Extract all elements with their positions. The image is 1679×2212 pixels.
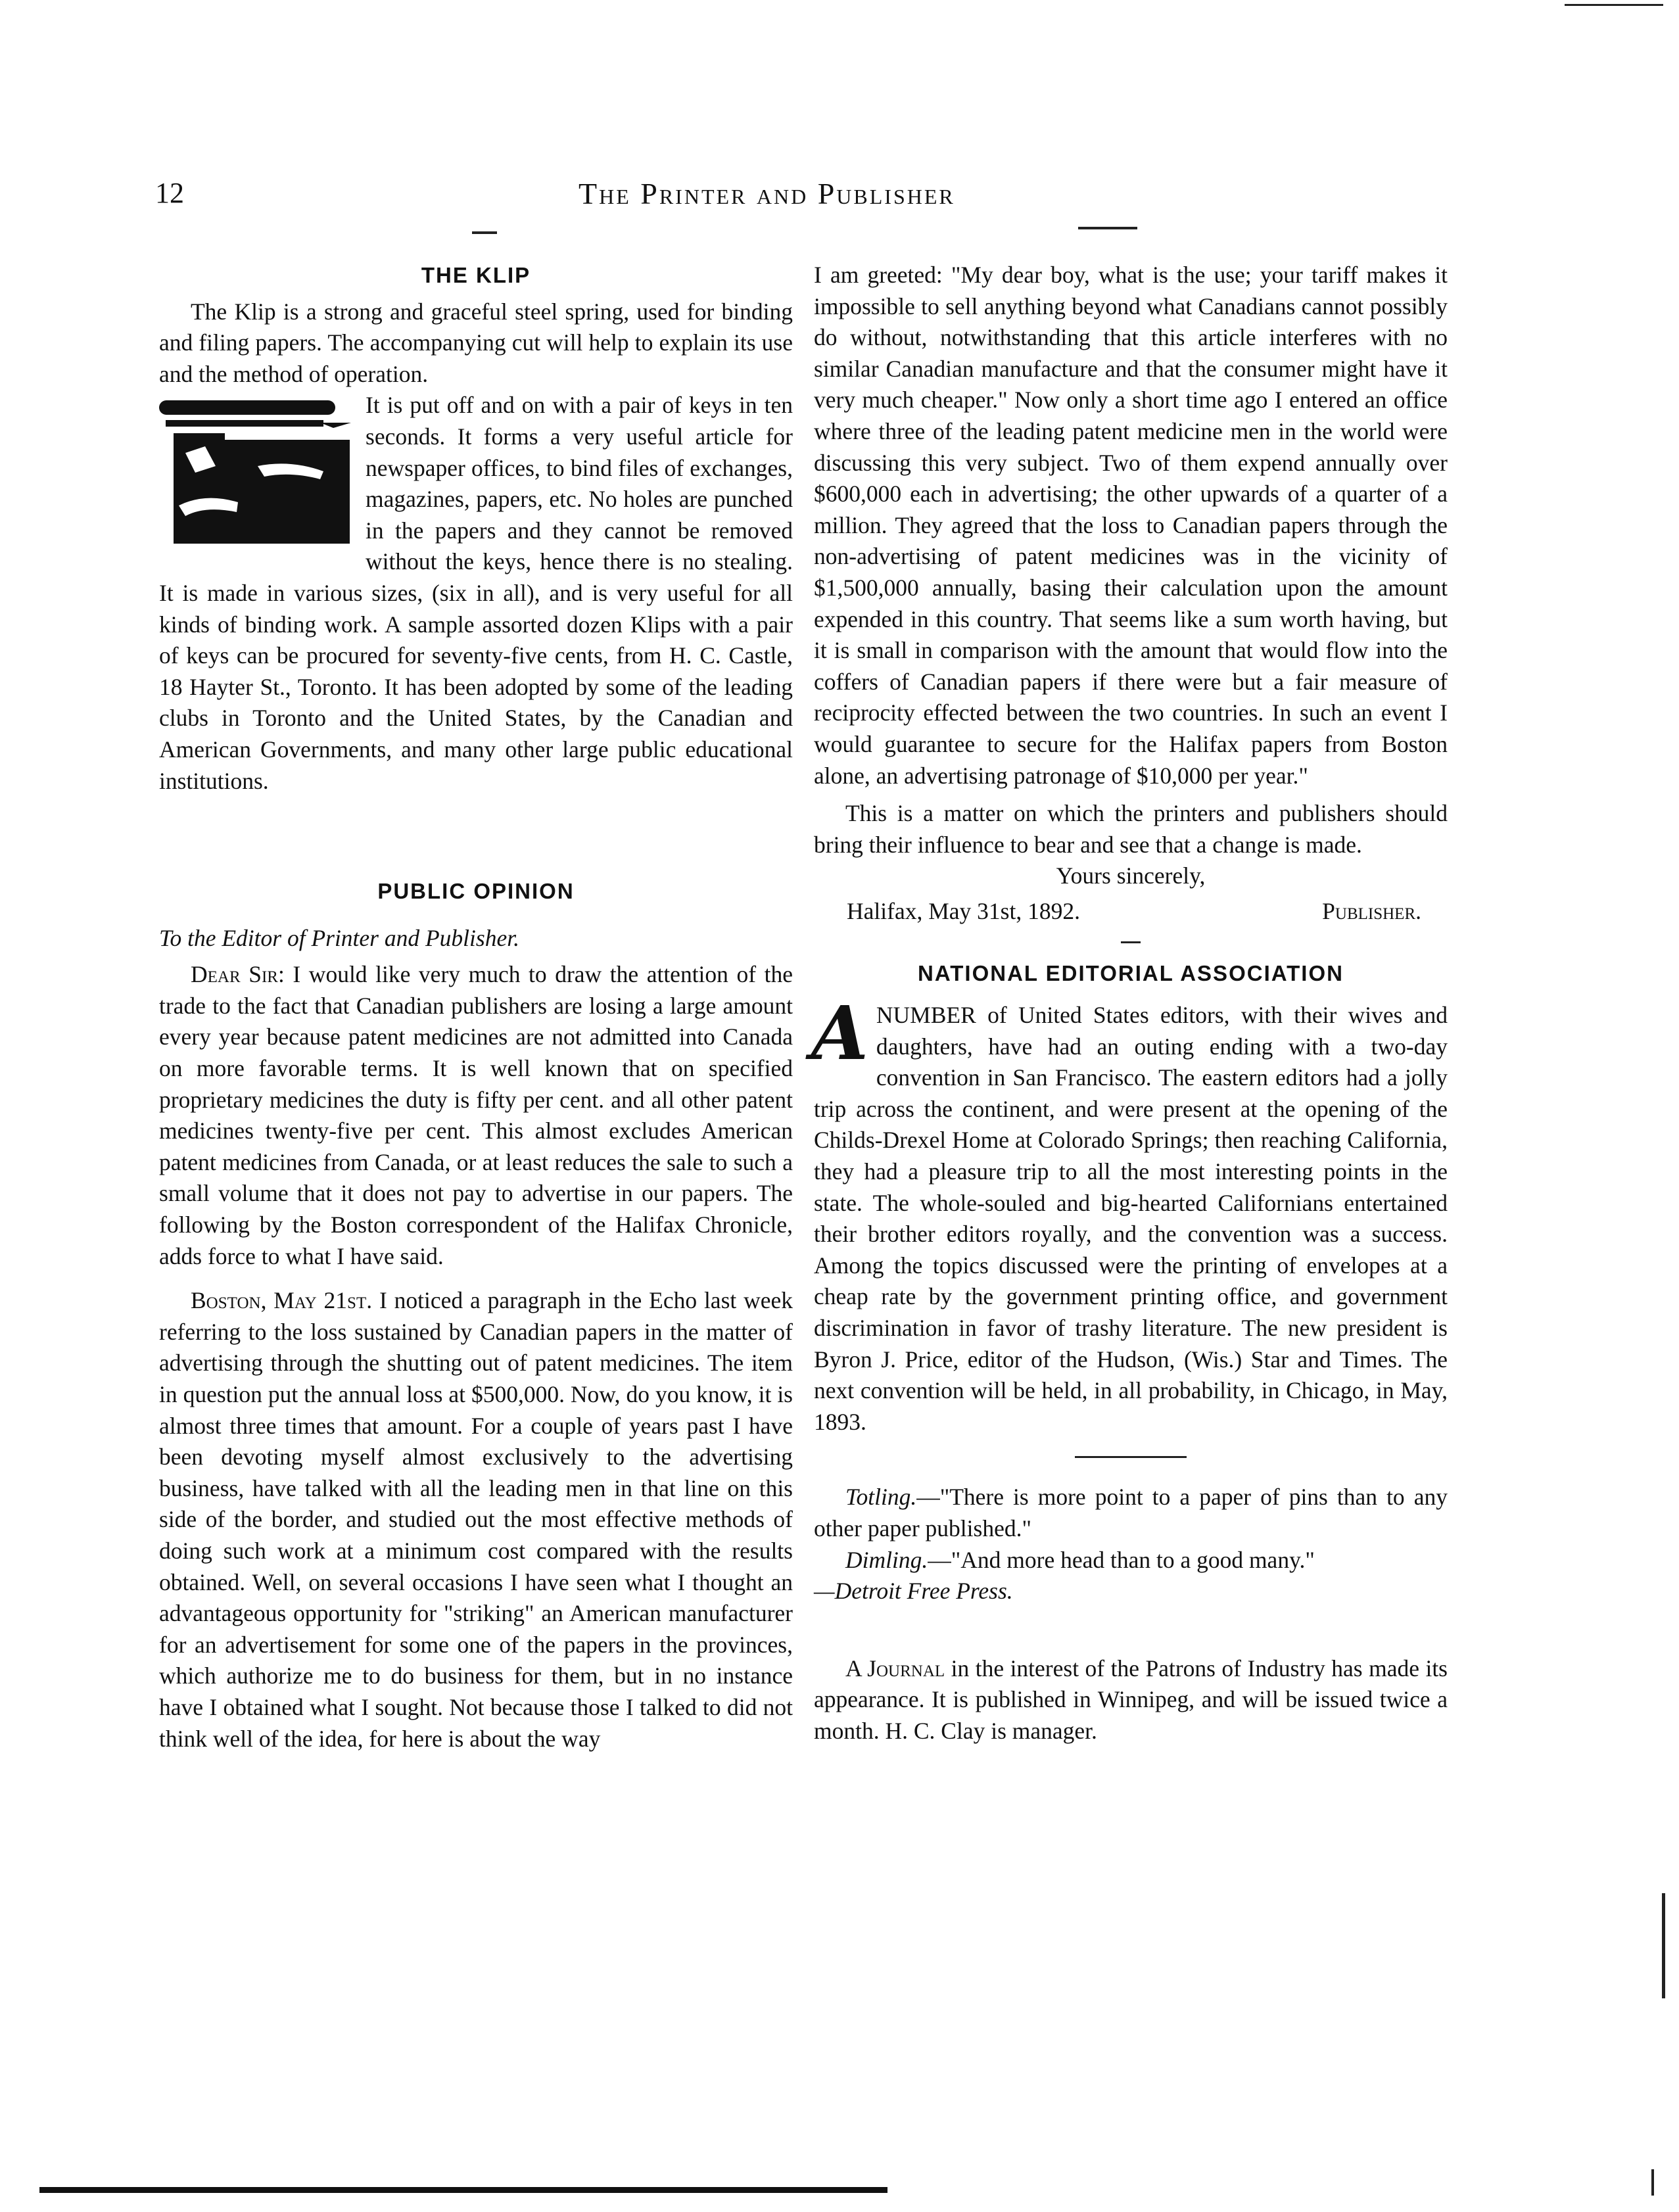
nea-dropcap: A: [811, 991, 868, 1077]
scan-edge-mark-top: [1565, 4, 1663, 6]
boston-letter-paragraph: [159, 1285, 793, 1754]
klip-description-paragraph: It is put off and on with a pair of keys in ten seconds. It forms a very useful article for newspaper offices, to bind files of exchanges, magazines, papers, etc. No holes are punched in the papers and they cannot be removed without the keys, hence there is no stealing. It is made in various sizes, (six in all), and is very useful for all kinds of binding work. A sample assorted dozen Klips with a pair of keys can be procured for seventy-five cents, from H. C. Castle, 18 Hayter St., Toronto. It has been adopted by some of the leading clubs in Toronto and the United States, by the Canadian and American Governments, and many other large public educational institutions.: [159, 392, 793, 794]
totling-text: —"There is more point to a paper of pins than to any other paper published.": [814, 1484, 1448, 1541]
right-column: [811, 260, 1448, 1747]
klip-intro-paragraph: The Klip is a strong and graceful steel spring, used for binding and filing papers. The accompanying cut will help to explain its use and the method of operation.: [159, 298, 793, 387]
nea-lead-word: NUMBER: [876, 1002, 976, 1029]
joke-source: —Detroit Free Press.: [814, 1578, 1013, 1605]
joke-line-1: [814, 1482, 1448, 1544]
joke-line-2: [814, 1545, 1448, 1576]
journal-paragraph: [814, 1653, 1448, 1747]
left-column: [159, 260, 793, 1754]
scan-edge-mark-right-1: [1662, 1893, 1665, 1998]
dimling-text: —"And more head than to a good many.": [928, 1546, 1315, 1573]
nea-heading: NATIONAL EDITORIAL ASSOCIATION: [918, 961, 1344, 986]
valediction: Yours sincerely,: [1056, 862, 1206, 889]
boston-letter-text: I noticed a paragraph in the Echo last week referring to the loss sustained by Canadian papers in the matter of advertising through the shutting out of patent medicines. The item in question put the annual loss at $500,000. Now, do you know, it is almost three times that amount. For a couple of years past I have been devoting myself almost exclusively to the advertising business, have talked with all the leading men in that line on this side of the border, and studied out the most effective methods of doing such work at a minimum cost compared with the results obtained. Well, on several occasions I have seen what I thought an advantageous opportunity for "striking" an American manufacturer for an advertisement for some one of the papers in the provinces, which authorize me to do business for them, but in no instance have I obtained what I sought. Not because those I talked to did not think well of the idea, for here is about the way: [159, 1287, 793, 1752]
nea-text: of United States editors, with their wives and daughters, have had an outing ending with a two-day convention in San Francisco. The eastern editors had a jolly trip across the continent, and were present at the opening of the Childs-Drexel Home at Colorado Springs; then reaching California, they had a pleasure trip to all the most interesting points in the state. The whole-souled and big-hearted Californians entertained their brother editors royally, and the convention was a success. Among the topics discussed were the printing of envelopes at a cheap rate by the government printing office, and government discrimination in favor of trashy literature. The new president is Byron J. Price, editor of the Hudson, (Wis.) Star and Times. The next convention will be held, in all probability, in Chicago, in May, 1893.: [814, 1002, 1448, 1435]
klip-illustration: [159, 394, 351, 552]
boston-letter-continued: I am greeted: "My dear boy, what is the use; your tariff makes it impossible to sell anything beyond what Canadians cannot possibly do without, notwithstanding that this article interferes with no similar Canadian manufacture and that the consumer might have it very much cheaper." Now only a short time ago I entered an office where three of the leading patent medicine men in the world were discussing this very subject. Two of them expend annually over $600,000 each in advertising; the other upwards of a quarter of a million. They agreed that the loss to Canadian papers through the non-advertising of patent medicines was in the vicinity of $1,500,000 annually, basing their calculation upon the amount expended in this country. That seems like a sum worth having, but it is small in comparison with the amount that would flow into the coffers of Canadian papers if there were but a fair measure of reciprocity effected between the two countries. In such an event I would guarantee to secure for the Halifax papers from Boston alone, an advertising patronage of $10,000 per year.": [814, 262, 1448, 789]
header-ornament-left: [472, 231, 497, 234]
opinion-heading: PUBLIC OPINION: [377, 879, 575, 904]
scan-edge-mark-right-2: [1651, 2169, 1654, 2196]
totling-speaker: Totling.: [845, 1484, 917, 1511]
closing-paragraph: This is a matter on which the printers and publishers should bring their influence to bear and see that a change is made.: [814, 800, 1448, 858]
nea-paragraph: [811, 991, 1448, 1438]
boston-lead: Boston, May 21st.: [191, 1287, 373, 1314]
place-date: Halifax, May 31st, 1892.: [847, 897, 1080, 924]
opinion-letter-text: I would like very much to draw the attention of the trade to the fact that Canadian publishers are losing a large amount every year because patent medicines are not admitted into Canada on more favorable terms. It is well known that on specified proprietary medicines the duty is fifty per cent. and all other patent medicines twenty-five per cent. This almost excludes American patent medicines from Canada, or at least reduces the sale to such a small volume that it does not pay to advertise in our papers. The following by the Boston correspondent of the Halifax Chronicle, adds force to what I have said.: [159, 961, 793, 1269]
signature: Publisher.: [1322, 897, 1421, 924]
section-divider-2: [1075, 1456, 1187, 1458]
letter-signature-line: [814, 896, 1448, 928]
opinion-letter-paragraph: [159, 959, 793, 1272]
header-ornament-right: [1078, 227, 1137, 229]
journal-lead: A Journal: [845, 1655, 945, 1682]
opinion-salutation: To the Editor of Printer and Publisher.: [159, 924, 519, 951]
journal-text: in the interest of the Patrons of Industry has made its appearance. It is published in Winnipeg, and will be issued twice a month. H. C. Clay is manager.: [814, 1655, 1448, 1744]
page-number: 12: [155, 177, 184, 209]
dear-sir-lead: Dear Sir:: [191, 961, 285, 988]
bottom-border-rule: [39, 2187, 887, 2193]
section-divider: [1121, 941, 1141, 943]
klip-heading: THE KLIP: [421, 263, 531, 287]
running-head: The Printer and Publisher: [579, 177, 955, 210]
dimling-speaker: Dimling.: [845, 1546, 928, 1573]
